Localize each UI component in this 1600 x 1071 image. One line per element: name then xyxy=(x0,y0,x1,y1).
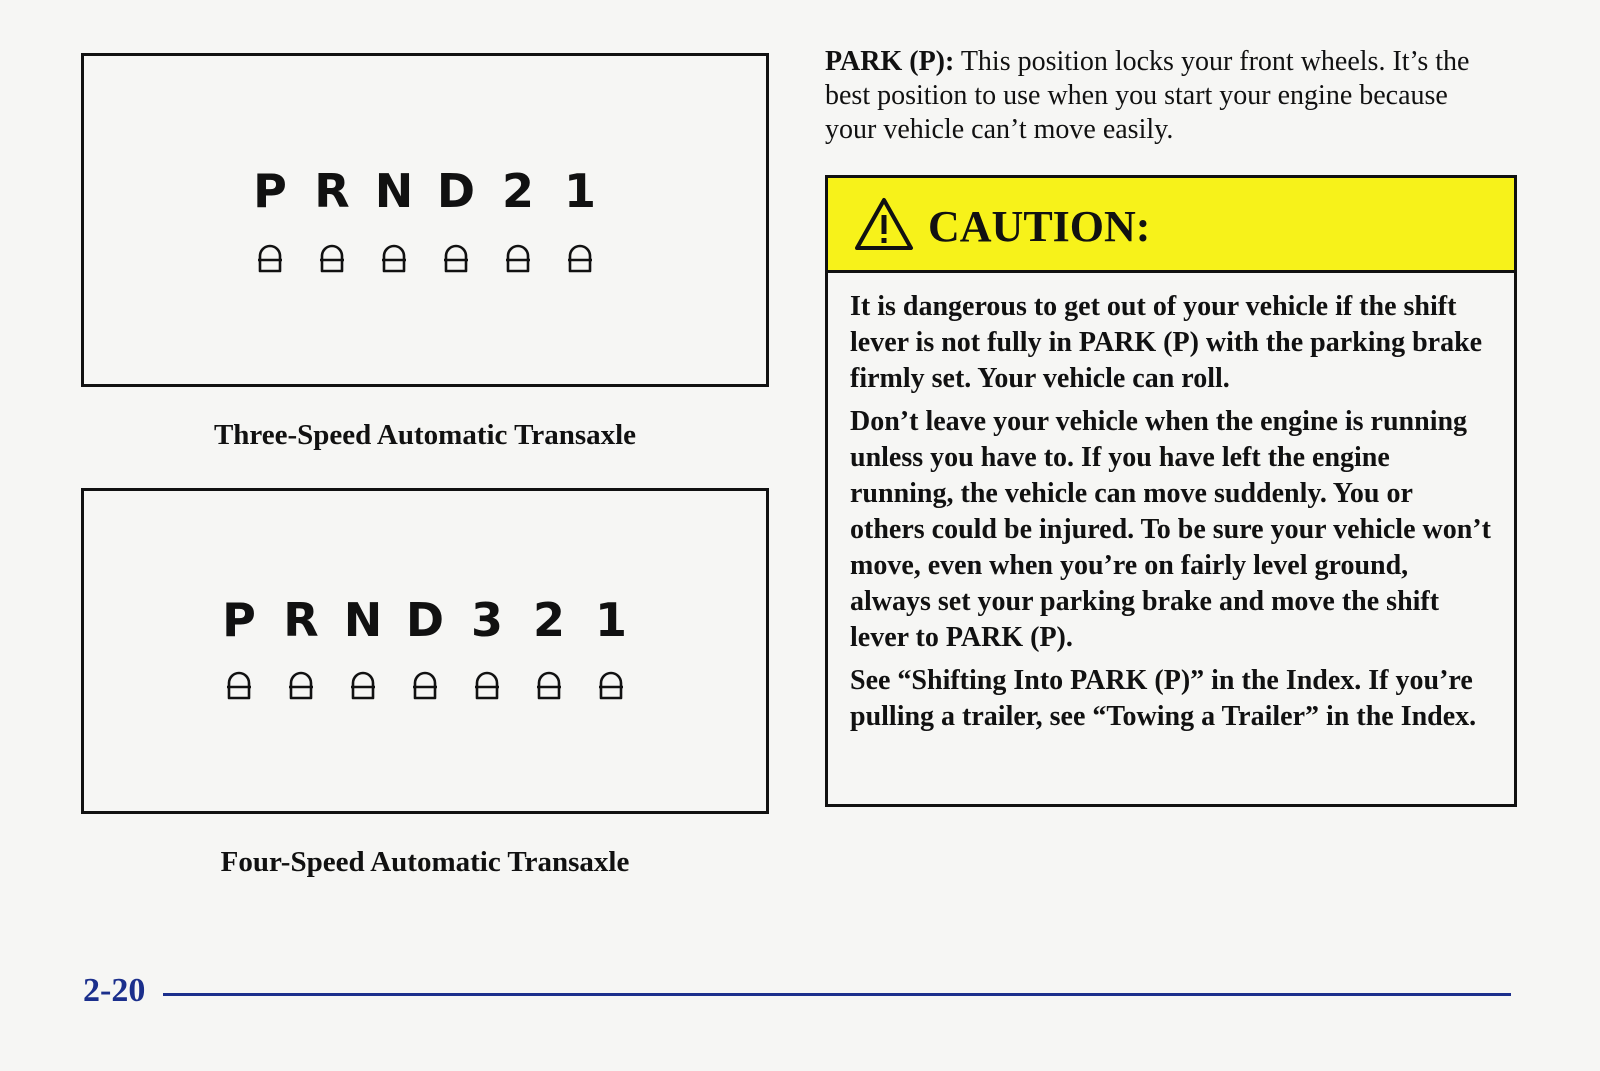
gear-letter: 3 xyxy=(470,593,503,647)
gear-letter: N xyxy=(343,593,383,647)
indicator-lamp-icon xyxy=(456,665,518,705)
park-description xyxy=(825,45,1505,147)
park-text: This position locks your front wheels. It’s the best position to use when you start your engine because your vehicle can’t move easily. xyxy=(825,46,1470,145)
indicator-lamp-icon xyxy=(270,665,332,705)
caution-box xyxy=(825,175,1517,807)
four-speed-shift-indicator xyxy=(81,488,769,814)
page-number: 2-20 xyxy=(83,972,146,1009)
gear-letters xyxy=(84,593,766,647)
caution-paragraph: Don’t leave your vehicle when the engine is running unless you have to. If you have left the engine running, the vehicle can move suddenly. You or others could be injured. To be sure your vehicle won’t move, even when you’re on fairly level ground, always set your parking brake and move the shift lever to PARK (P). xyxy=(850,406,1491,653)
caution-body xyxy=(828,273,1514,735)
gear-letter: P xyxy=(253,164,287,218)
indicator-lamp-icon xyxy=(394,665,456,705)
footer-rule xyxy=(163,993,1511,996)
gear-letters xyxy=(84,164,766,218)
caution-paragraph: It is dangerous to get out of your vehicle if the shift lever is not fully in PARK (P) with the parking brake firmly set. Your vehicle can roll. xyxy=(850,291,1483,394)
gear-letter: D xyxy=(436,164,476,218)
indicator-lamp-icon xyxy=(487,238,549,278)
indicator-lamp-icon xyxy=(363,238,425,278)
indicator-lamp-icon xyxy=(580,665,642,705)
indicator-lamp-icon xyxy=(301,238,363,278)
indicator-lamp-icon xyxy=(518,665,580,705)
indicator-lamp-row xyxy=(84,238,766,278)
indicator-lamp-icon xyxy=(208,665,270,705)
three-speed-shift-indicator xyxy=(81,53,769,387)
indicator-lamp-icon xyxy=(549,238,611,278)
park-heading: PARK (P): xyxy=(825,46,955,77)
figure-caption: Four-Speed Automatic Transaxle xyxy=(220,846,630,878)
figure-caption: Three-Speed Automatic Transaxle xyxy=(213,419,637,451)
gear-letter: 1 xyxy=(594,593,627,647)
gear-letter: R xyxy=(314,164,350,218)
indicator-lamp-icon xyxy=(239,238,301,278)
gear-letter: N xyxy=(374,164,414,218)
gear-letter: 2 xyxy=(501,164,534,218)
gear-letter: 2 xyxy=(532,593,565,647)
indicator-lamp-icon xyxy=(332,665,394,705)
indicator-lamp-row xyxy=(84,665,766,705)
warning-triangle-icon xyxy=(854,197,914,251)
indicator-lamp-icon xyxy=(425,238,487,278)
caution-paragraph: See “Shifting Into PARK (P)” in the Index. If you’re pulling a trailer, see “Towing a Trailer” in the Index. xyxy=(850,665,1477,732)
gear-letter: P xyxy=(222,593,256,647)
caution-header xyxy=(828,178,1514,273)
gear-letter: R xyxy=(283,593,319,647)
gear-letter: 1 xyxy=(563,164,596,218)
caution-title: CAUTION: xyxy=(928,201,1151,251)
gear-letter: D xyxy=(405,593,445,647)
